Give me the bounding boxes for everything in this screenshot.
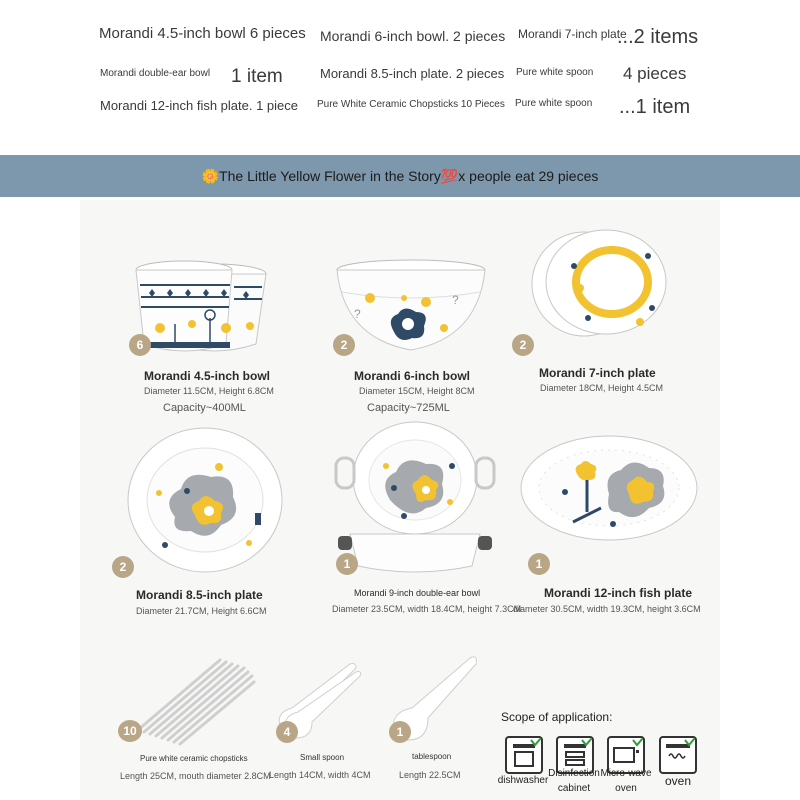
- product-dimensions: Length 14CM, width 4CM: [269, 770, 371, 780]
- seven-inch-plate-image: [528, 226, 670, 338]
- quantity-badge: 2: [512, 334, 534, 356]
- quantity-badge: 1: [528, 553, 550, 575]
- scope-title: Scope of application:: [501, 710, 613, 724]
- list-item: Pure white spoon: [515, 98, 593, 109]
- product-name: Morandi 7-inch plate: [539, 366, 656, 380]
- product-name: Morandi 12-inch fish plate: [544, 586, 693, 600]
- quantity-badge: 1: [389, 721, 411, 743]
- product-dimensions: Diameter 21.7CM, Height 6.6CM: [136, 606, 267, 616]
- product-name: Morandi 9-inch double-ear bowl: [354, 588, 481, 598]
- scope-label: Disinfection cabinet: [548, 768, 600, 794]
- list-item: Pure white spoon: [516, 67, 594, 78]
- small-bowl-stack-image: [130, 258, 280, 363]
- quantity-badge: 10: [118, 720, 142, 742]
- product-dimensions: Diameter 23.5CM, width 18.4CM, height 7.3CM: [332, 604, 522, 614]
- list-item-count: ...1 item: [619, 96, 691, 118]
- list-item: Morandi 6-inch bowl. 2 pieces: [320, 28, 506, 44]
- scope-label: dishwasher: [497, 775, 549, 786]
- svg-text:?: ?: [452, 293, 459, 307]
- product-dimensions: Length 25CM, mouth diameter 2.8CM: [120, 771, 271, 781]
- list-item: Morandi 8.5-inch plate. 2 pieces: [320, 66, 505, 81]
- product-name: tablespoon: [412, 752, 452, 761]
- list-item-count: ...2 items: [617, 26, 699, 48]
- svg-text:?: ?: [354, 307, 361, 321]
- quantity-badge: 6: [129, 334, 151, 356]
- list-item-count: 4 pieces: [623, 64, 687, 83]
- oven-icon: [659, 736, 697, 774]
- product-dimensions: Length 22.5CM: [399, 770, 461, 780]
- dishwasher-icon: [505, 736, 543, 774]
- product-capacity: Capacity~725ML: [367, 402, 450, 414]
- chopsticks-image: [128, 654, 258, 749]
- eight-inch-plate-image: [125, 425, 285, 575]
- quantity-badge: 1: [336, 553, 358, 575]
- quantity-badge: 2: [112, 556, 134, 578]
- product-name: Morandi 6-inch bowl: [354, 369, 470, 383]
- list-item: Pure White Ceramic Chopsticks 10 Pieces: [317, 99, 505, 110]
- product-dimensions: Diameter 18CM, Height 4.5CM: [540, 383, 664, 393]
- list-item-count: 1 item: [231, 66, 283, 87]
- product-name: Morandi 8.5-inch plate: [136, 588, 263, 602]
- product-name: Morandi 4.5-inch bowl: [144, 369, 271, 383]
- product-dimensions: diameter 30.5CM, width 19.3CM, height 3.6CM: [513, 604, 701, 614]
- list-item: Morandi 4.5-inch bowl 6 pieces: [99, 25, 306, 42]
- quantity-badge: 4: [276, 721, 298, 743]
- product-dimensions: Diameter 15CM, Height 8CM: [359, 386, 475, 396]
- list-item: Morandi 7-inch plate: [518, 27, 627, 41]
- quantity-badge: 2: [333, 334, 355, 356]
- product-name: Pure white ceramic chopsticks: [140, 754, 248, 763]
- fish-plate-image: [517, 432, 702, 542]
- banner-title: 🌼The Little Yellow Flower in the Story💯x people eat 29 pieces: [201, 168, 599, 184]
- scope-label: Micro-wave oven: [600, 768, 652, 794]
- product-name: Small spoon: [300, 753, 345, 762]
- product-dimensions: Diameter 11.5CM, Height 6.8CM: [144, 386, 274, 396]
- list-item: Morandi 12-inch fish plate. 1 piece: [100, 98, 299, 113]
- product-capacity: Capacity~400ML: [163, 402, 246, 414]
- scope-label: oven: [664, 774, 692, 788]
- medium-bowl-stack-image: [334, 258, 489, 358]
- list-item: Morandi double-ear bowl: [100, 68, 211, 79]
